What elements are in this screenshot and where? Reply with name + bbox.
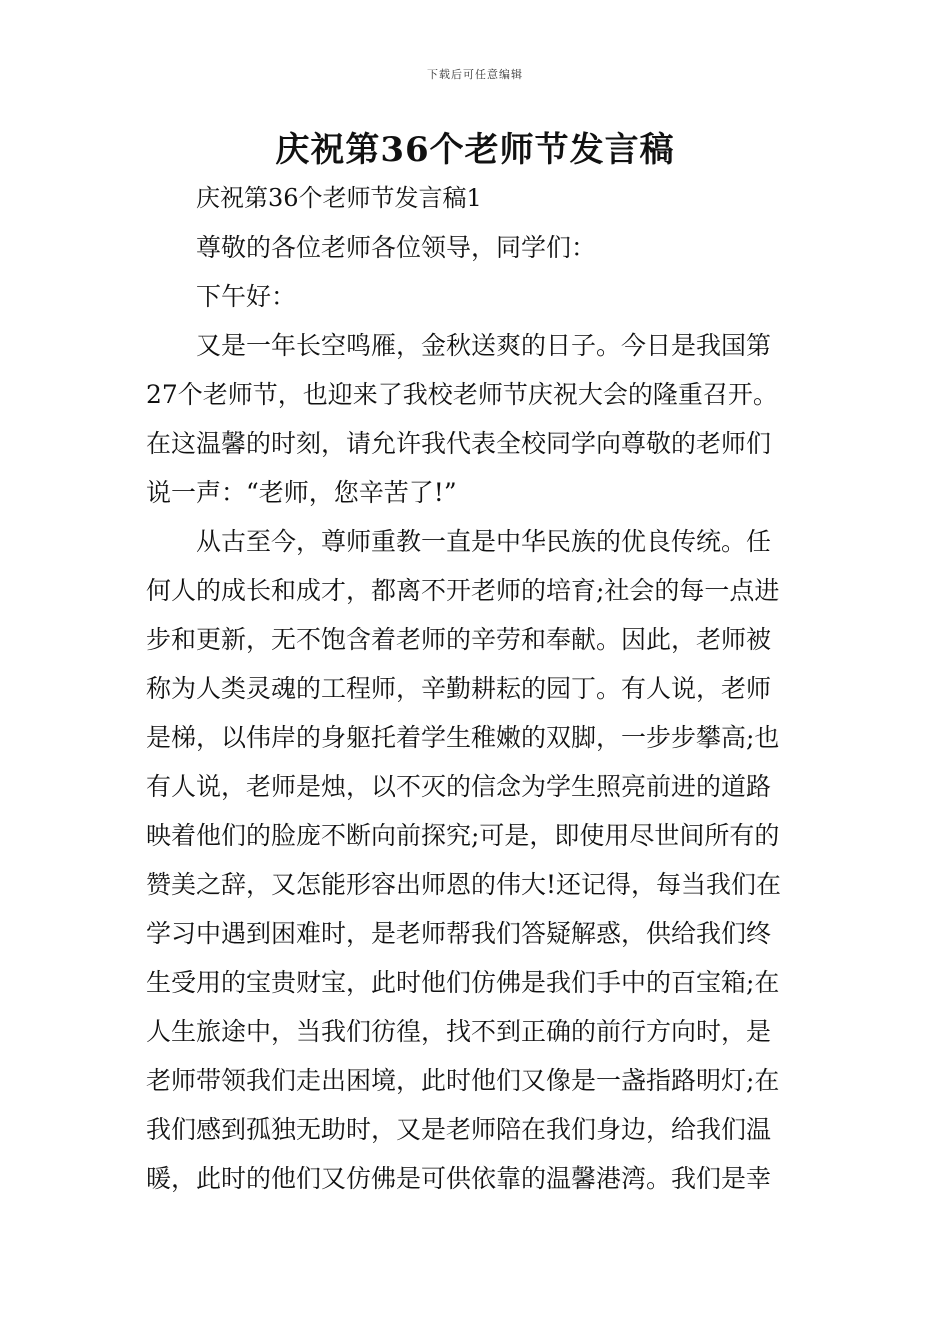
text-line: 有人说，老师是烛，以不灭的信念为学生照亮前进的道路	[146, 772, 772, 801]
text-line: 说一声：“老师，您辛苦了!”	[146, 478, 457, 507]
text-line: 生受用的宝贵财宝，此时他们仿佛是我们手中的百宝箱;在	[146, 968, 780, 997]
text-line: 映着他们的脸庞不断向前探究;可是，即使用尽世间所有的	[146, 821, 780, 850]
text-line: 27个老师节，也迎来了我校老师节庆祝大会的隆重召开。	[146, 380, 778, 409]
text-line: 尊敬的各位老师各位领导，同学们：	[196, 233, 597, 262]
text-line: 步和更新，无不饱含着老师的辛劳和奉献。因此，老师被	[146, 625, 772, 654]
text-line: 是梯，以伟岸的身躯托着学生稚嫩的双脚，一步步攀高;也	[146, 723, 780, 752]
text-line: 人生旅途中，当我们彷徨，找不到正确的前行方向时，是	[146, 1017, 772, 1046]
text-line: 下午好：	[196, 282, 297, 311]
text-line: 在这温馨的时刻，请允许我代表全校同学向尊敬的老师们	[146, 429, 772, 458]
document-body	[146, 174, 808, 1203]
text-line: 从古至今，尊师重教一直是中华民族的优良传统。任	[196, 527, 772, 556]
text-line: 称为人类灵魂的工程师，辛勤耕耘的园丁。有人说，老师	[146, 674, 772, 703]
section-subtitle: 庆祝第36个老师节发言稿1	[196, 184, 482, 212]
text-line: 暖，此时的他们又仿佛是可供依靠的温馨港湾。我们是幸	[146, 1164, 772, 1193]
text-line: 又是一年长空鸣雁，金秋送爽的日子。今日是我国第	[196, 331, 772, 360]
text-line: 赞美之辞，又怎能形容出师恩的伟大!还记得，每当我们在	[146, 870, 782, 899]
text-line: 我们感到孤独无助时，又是老师陪在我们身边，给我们温	[146, 1115, 772, 1144]
text-line: 老师带领我们走出困境，此时他们又像是一盏指路明灯;在	[146, 1066, 780, 1095]
text-line: 学习中遇到困难时，是老师帮我们答疑解惑，供给我们终	[146, 919, 772, 948]
text-line: 何人的成长和成才，都离不开老师的培育;社会的每一点进	[146, 576, 780, 605]
header-note: 下载后可任意编辑	[427, 68, 523, 81]
document-title: 庆祝第36个老师节发言稿	[275, 130, 675, 170]
